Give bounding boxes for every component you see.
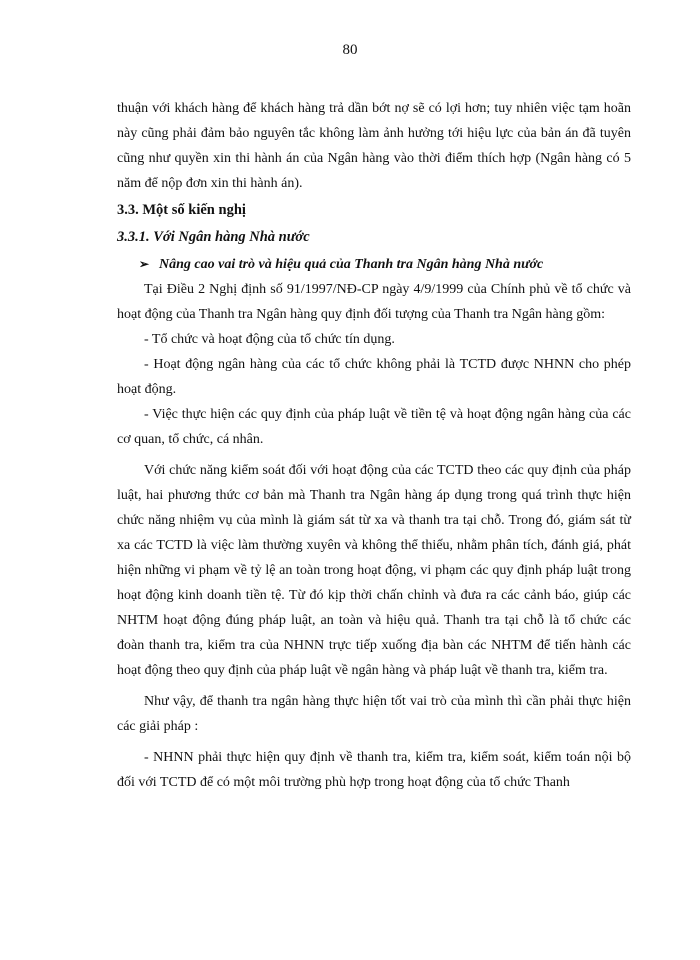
arrow-bullet-icon: ➢ [139,257,150,271]
paragraph-continuation: thuận với khách hàng để khách hàng trả dần bớt nợ sẽ có lợi hơn; tuy nhiên việc tạm hoãn này cũng phải đảm bảo nguyên tắc không làm ảnh hưởng tới hiệu lực của bản án đã tuyên cũng như quyền xin thi hành án của Ngân hàng vào thời điểm thích hợp (Ngân hàng có 5 năm để nộp đơn xin thi hành án). [117,101,631,191]
paragraph: Với chức năng kiểm soát đối với hoạt động của các TCTD theo các quy định của pháp luật, hai phương thức cơ bản mà Thanh tra Ngân hàng áp dụng trong quá trình thực hiện chức năng nhiệm vụ của mình là giám sát từ xa và thanh tra tại chỗ. Trong đó, giám sát từ xa các TCTD là việc làm thường xuyên và không thể thiếu, nhằm phân tích, đánh giá, phát hiện những vi phạm về tỷ lệ an toàn trong hoạt động, vi phạm các quy định pháp luật trong hoạt động kinh doanh tiền tệ. Từ đó kịp thời chấn chỉnh và đưa ra các cảnh báo, giúp các NHTM hoạt động đúng pháp luật, an toàn và hiệu quả. Thanh tra tại chỗ là tổ chức các đoàn thanh tra, kiểm tra của NHNN trực tiếp xuống địa bàn các NHTM để tiến hành các hoạt động theo quy định của pháp luật về ngân hàng và pháp luật về thanh tra, kiểm tra. [117,463,631,678]
list-item: - Việc thực hiện các quy định của pháp luật về tiền tệ và hoạt động ngân hàng của các cơ quan, tổ chức, cá nhân. [117,407,631,447]
list-item: - Hoạt động ngân hàng của các tổ chức không phải là TCTD được NHNN cho phép hoạt động. [117,357,631,397]
page-number: 80 [342,42,358,58]
bullet-heading [117,252,631,277]
document-body [117,96,631,795]
section-heading: 3.3. Một số kiến nghị [117,202,246,218]
list-item: - Tổ chức và hoạt động của tổ chức tín dụng. [144,332,395,347]
paragraph: Tại Điều 2 Nghị định số 91/1997/NĐ-CP ngày 4/9/1999 của Chính phủ về tổ chức và hoạt động của Thanh tra Ngân hàng quy định đối tượng của Thanh tra Ngân hàng gồm: [117,282,631,322]
subsection-heading: 3.3.1. Với Ngân hàng Nhà nước [117,229,310,245]
list-item: - NHNN phải thực hiện quy định về thanh tra, kiểm tra, kiểm soát, kiểm toán nội bộ đối với TCTD để có một môi trường phù hợp trong hoạt động của tổ chức Thanh [117,750,631,790]
bullet-heading-text: Nâng cao vai trò và hiệu quả của Thanh tra Ngân hàng Nhà nước [159,257,544,272]
paragraph: Như vậy, để thanh tra ngân hàng thực hiện tốt vai trò của mình thì cần phải thực hiện các giải pháp : [117,694,631,734]
